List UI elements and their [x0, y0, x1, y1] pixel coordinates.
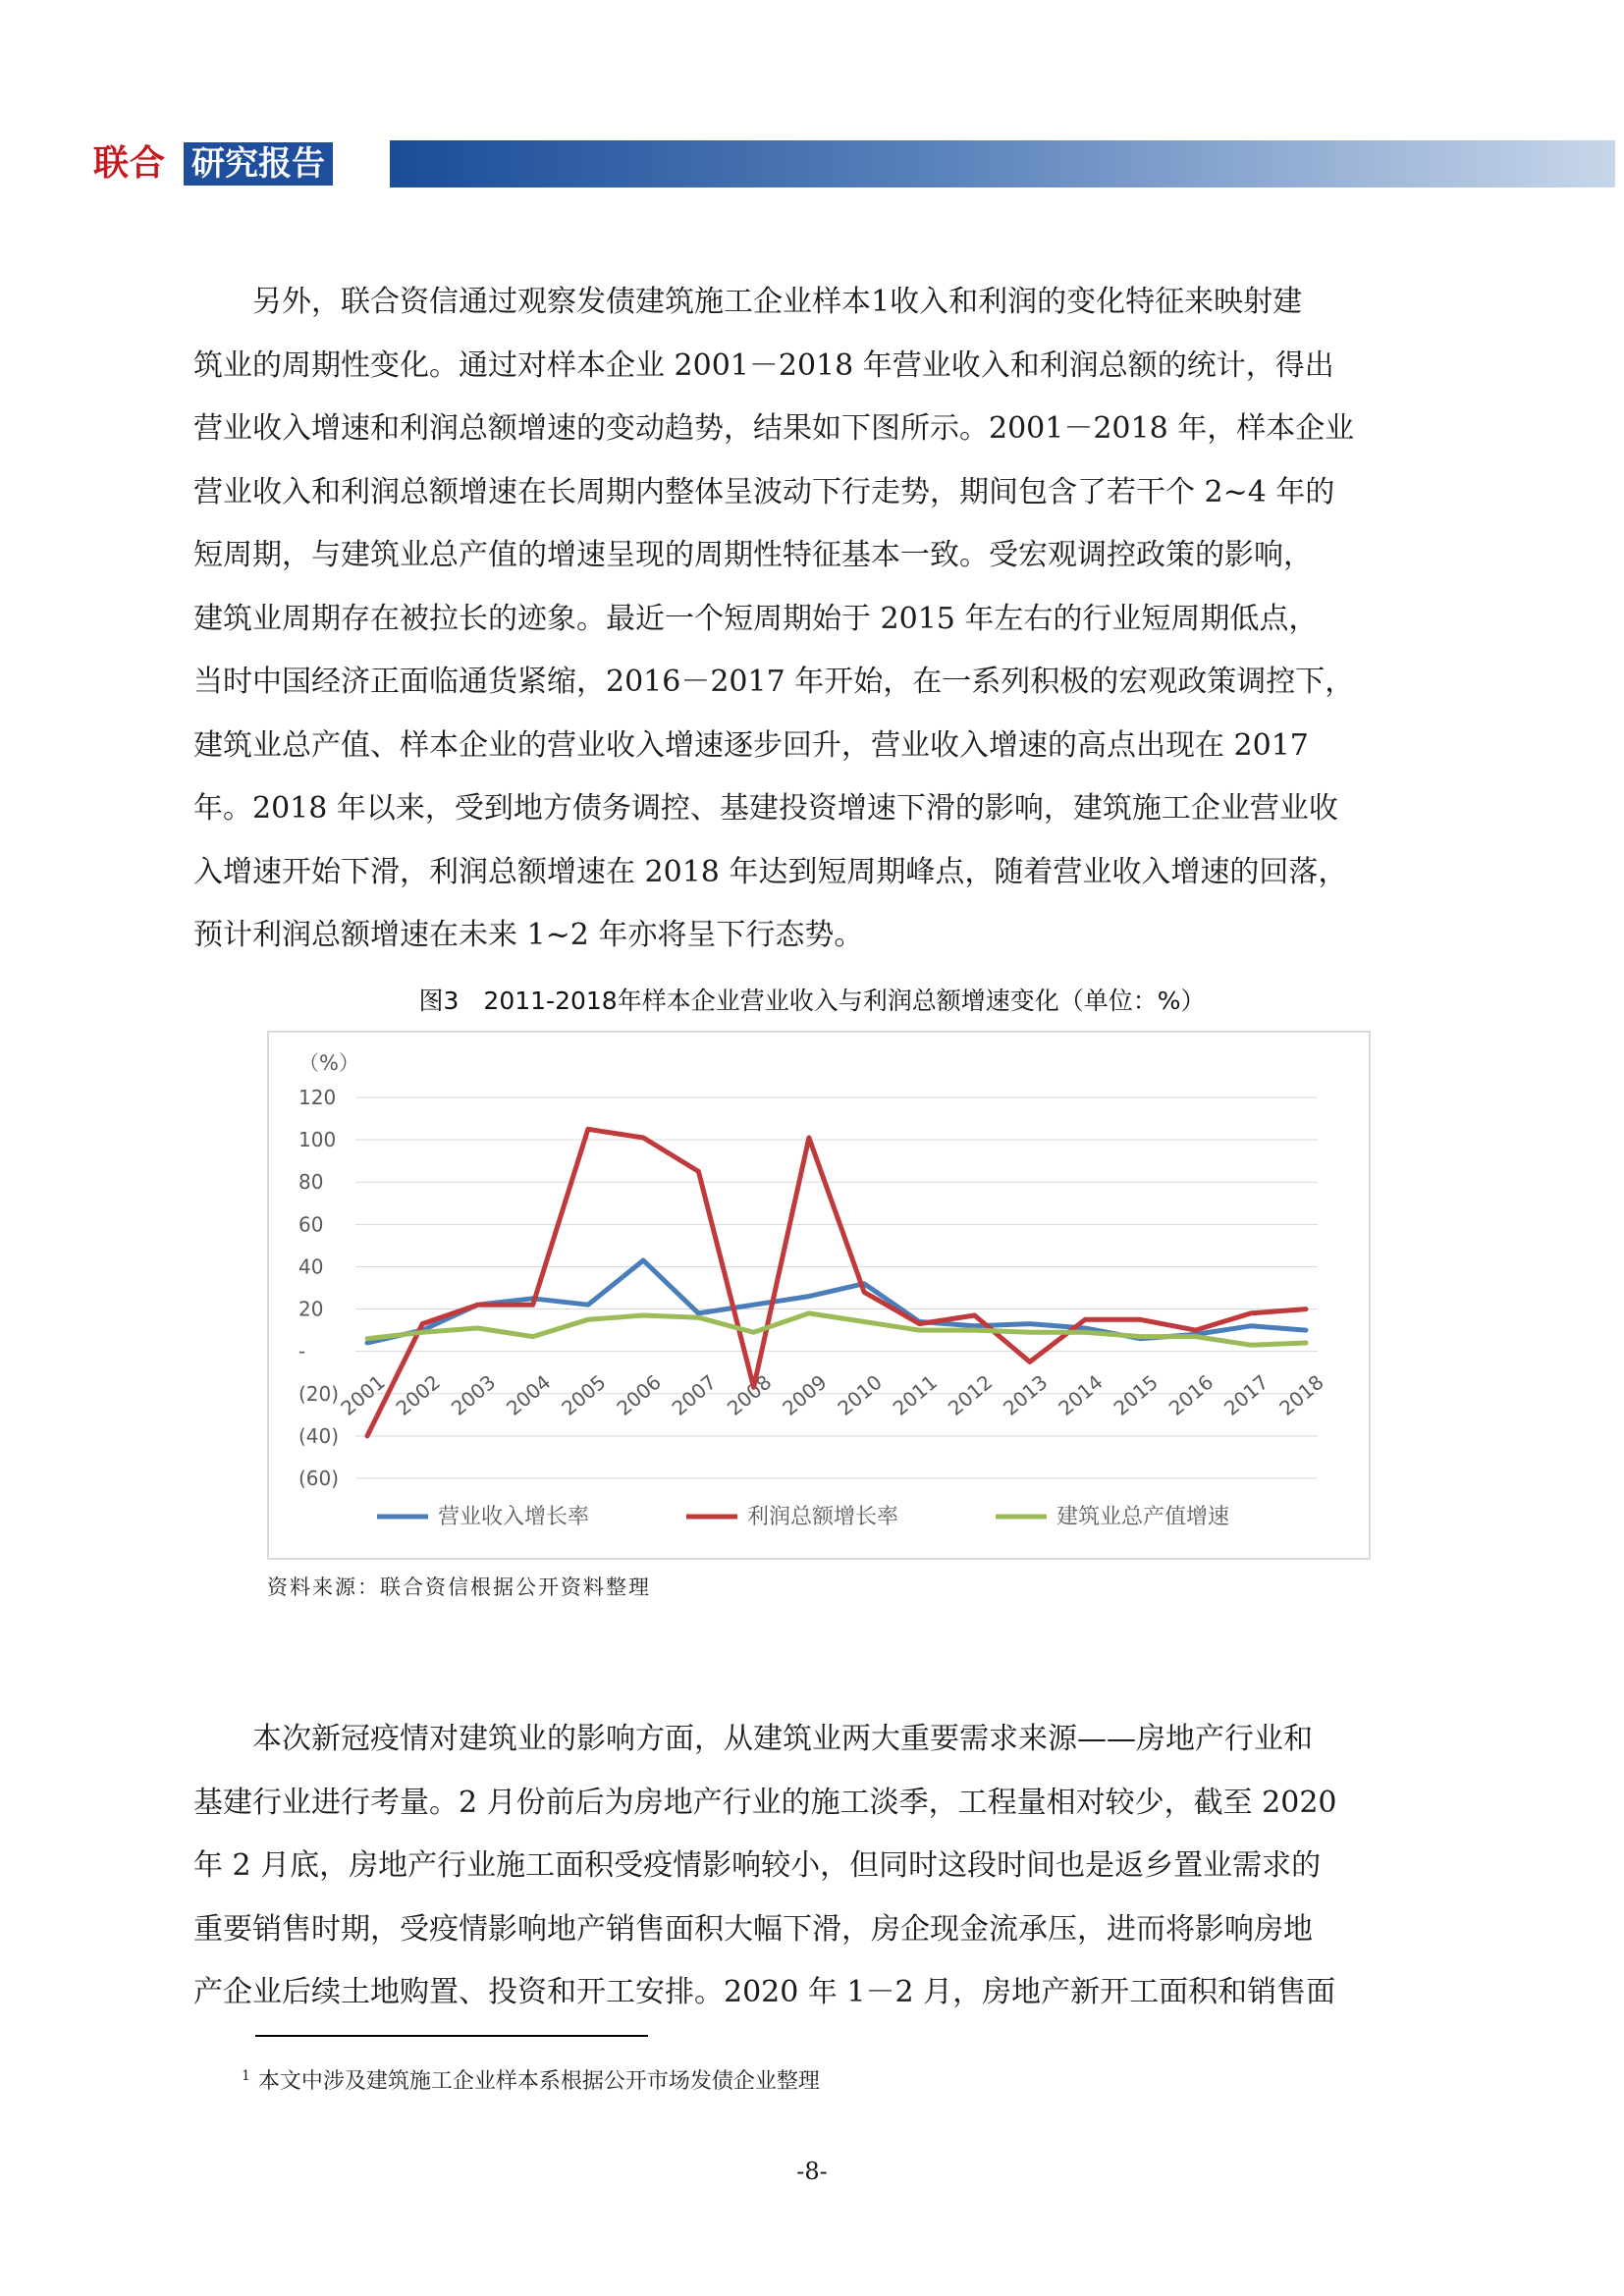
paragraph-line: 入增速开始下滑，利润总额增速在 2018 年达到短周期峰点，随着营业收入增速的回落， [193, 854, 1348, 889]
y-tick-label: - [298, 1339, 306, 1363]
paragraph-line: 年 2 月底，房地产行业施工面积受疫情影响较小，但同时这段时间也是返乡置业需求的 [193, 1848, 1322, 1883]
paragraph-line: 当时中国经济正面临通货紧缩，2016－2017 年开始，在一系列积极的宏观政策调控下， [193, 665, 1355, 699]
body-paragraph-2 [193, 1708, 1429, 2025]
paragraph-line: 营业收入和利润总额增速在长周期内整体呈波动下行走势，期间包含了若干个 2~4 年的 [193, 474, 1335, 509]
paragraph-line: 本次新冠疫情对建筑业的影响方面，从建筑业两大重要需求来源——房地产行业和 [193, 1722, 1313, 1756]
x-tick-label: 2018 [1274, 1369, 1328, 1420]
y-tick-label: 120 [298, 1086, 337, 1109]
paragraph-line: 基建行业进行考量。2 月份前后为房地产行业的施工淡季，工程量相对较少，截至 2020 [193, 1785, 1337, 1820]
series-line-2 [367, 1129, 1306, 1436]
paragraph-line: 年。2018 年以来，受到地方债务调控、基建投资增速下滑的影响，建筑施工企业营业收 [193, 791, 1338, 826]
y-tick-label: 40 [298, 1255, 324, 1279]
x-tick-label: 2012 [943, 1369, 998, 1420]
series-line-3 [367, 1313, 1306, 1345]
legend-label: 利润总额增长率 [747, 1505, 899, 1529]
y-tick-label: (40) [298, 1423, 340, 1448]
y-tick-label: (20) [298, 1381, 340, 1406]
footnote-divider [255, 2035, 648, 2037]
x-tick-label: 2009 [778, 1369, 832, 1420]
x-tick-label: 2016 [1164, 1369, 1218, 1420]
y-tick-label: 60 [298, 1212, 324, 1237]
footnote [242, 2064, 820, 2095]
x-tick-label: 2002 [391, 1369, 445, 1420]
paragraph-line: 建筑业周期存在被拉长的迹象。最近一个短周期始于 2015 年左右的行业短周期低点， [193, 601, 1319, 636]
x-tick-label: 2010 [833, 1369, 887, 1420]
x-tick-label: 2017 [1219, 1369, 1273, 1420]
x-tick-label: 2011 [888, 1369, 943, 1420]
figure-source: 资料来源：联合资信根据公开资料整理 [267, 1575, 651, 1599]
x-tick-label: 2008 [722, 1369, 777, 1420]
brand-name-red: 联合 [93, 143, 167, 184]
y-tick-label: 100 [298, 1128, 337, 1152]
legend-label: 营业收入增长率 [438, 1505, 590, 1529]
page-number: -8- [796, 2158, 828, 2185]
paragraph-line: 建筑业总产值、样本企业的营业收入增速逐步回升，营业收入增速的高点出现在 2017 [193, 727, 1309, 763]
paragraph-line: 短周期，与建筑业总产值的增速呈现的周期性特征基本一致。受宏观调控政策的影响， [193, 538, 1313, 572]
paragraph-line: 预计利润总额增速在未来 1~2 年亦将呈下行态势。 [193, 918, 864, 952]
paragraph-line: 另外，联合资信通过观察发债建筑施工企业样本1收入和利润的变化特征来映射建 [193, 285, 1303, 319]
report-header [93, 140, 1615, 187]
brand-name-blue: 研究报告 [184, 142, 333, 186]
growth-line-chart [269, 1033, 1369, 1558]
y-tick-label: (60) [298, 1467, 340, 1490]
x-tick-label: 2003 [446, 1369, 501, 1420]
x-tick-label: 2015 [1109, 1369, 1164, 1420]
x-tick-label: 2013 [999, 1369, 1053, 1420]
x-tick-label: 2005 [557, 1369, 611, 1420]
paragraph-line: 重要销售时期，受疫情影响地产销售面积大幅下滑，房企现金流承压，进而将影响房地 [193, 1911, 1313, 1947]
x-tick-label: 2004 [501, 1369, 556, 1420]
y-tick-label: 80 [298, 1170, 324, 1195]
paragraph-line: 营业收入增速和利润总额增速的变动趋势，结果如下图所示。2001－2018 年，样本企业 [193, 411, 1355, 446]
x-tick-label: 2014 [1054, 1369, 1108, 1420]
legend-label: 建筑业总产值增速 [1056, 1505, 1230, 1529]
x-tick-label: 2001 [336, 1369, 390, 1420]
paragraph-line: 产企业后续土地购置、投资和开工安排。2020 年 1－2 月，房地产新开工面积和销售面 [193, 1975, 1336, 2009]
footnote-marker: 1 [242, 2067, 250, 2084]
y-unit-label: （%） [298, 1051, 359, 1075]
paragraph-line: 筑业的周期性变化。通过对样本企业 2001－2018 年营业收入和利润总额的统计，得出 [193, 347, 1334, 383]
x-tick-label: 2006 [612, 1369, 666, 1420]
header-gradient-bar [390, 140, 1615, 187]
footnote-text: 本文中涉及建筑施工企业样本系根据公开市场发债企业整理 [257, 2069, 820, 2094]
chart-frame [267, 1031, 1371, 1560]
body-paragraph-1 [193, 271, 1429, 968]
figure-title: 图3 2011-2018年样本企业营业收入与利润总额增速变化（单位：%） [418, 987, 1206, 1015]
x-tick-label: 2007 [667, 1369, 722, 1420]
y-tick-label: 20 [298, 1297, 324, 1321]
